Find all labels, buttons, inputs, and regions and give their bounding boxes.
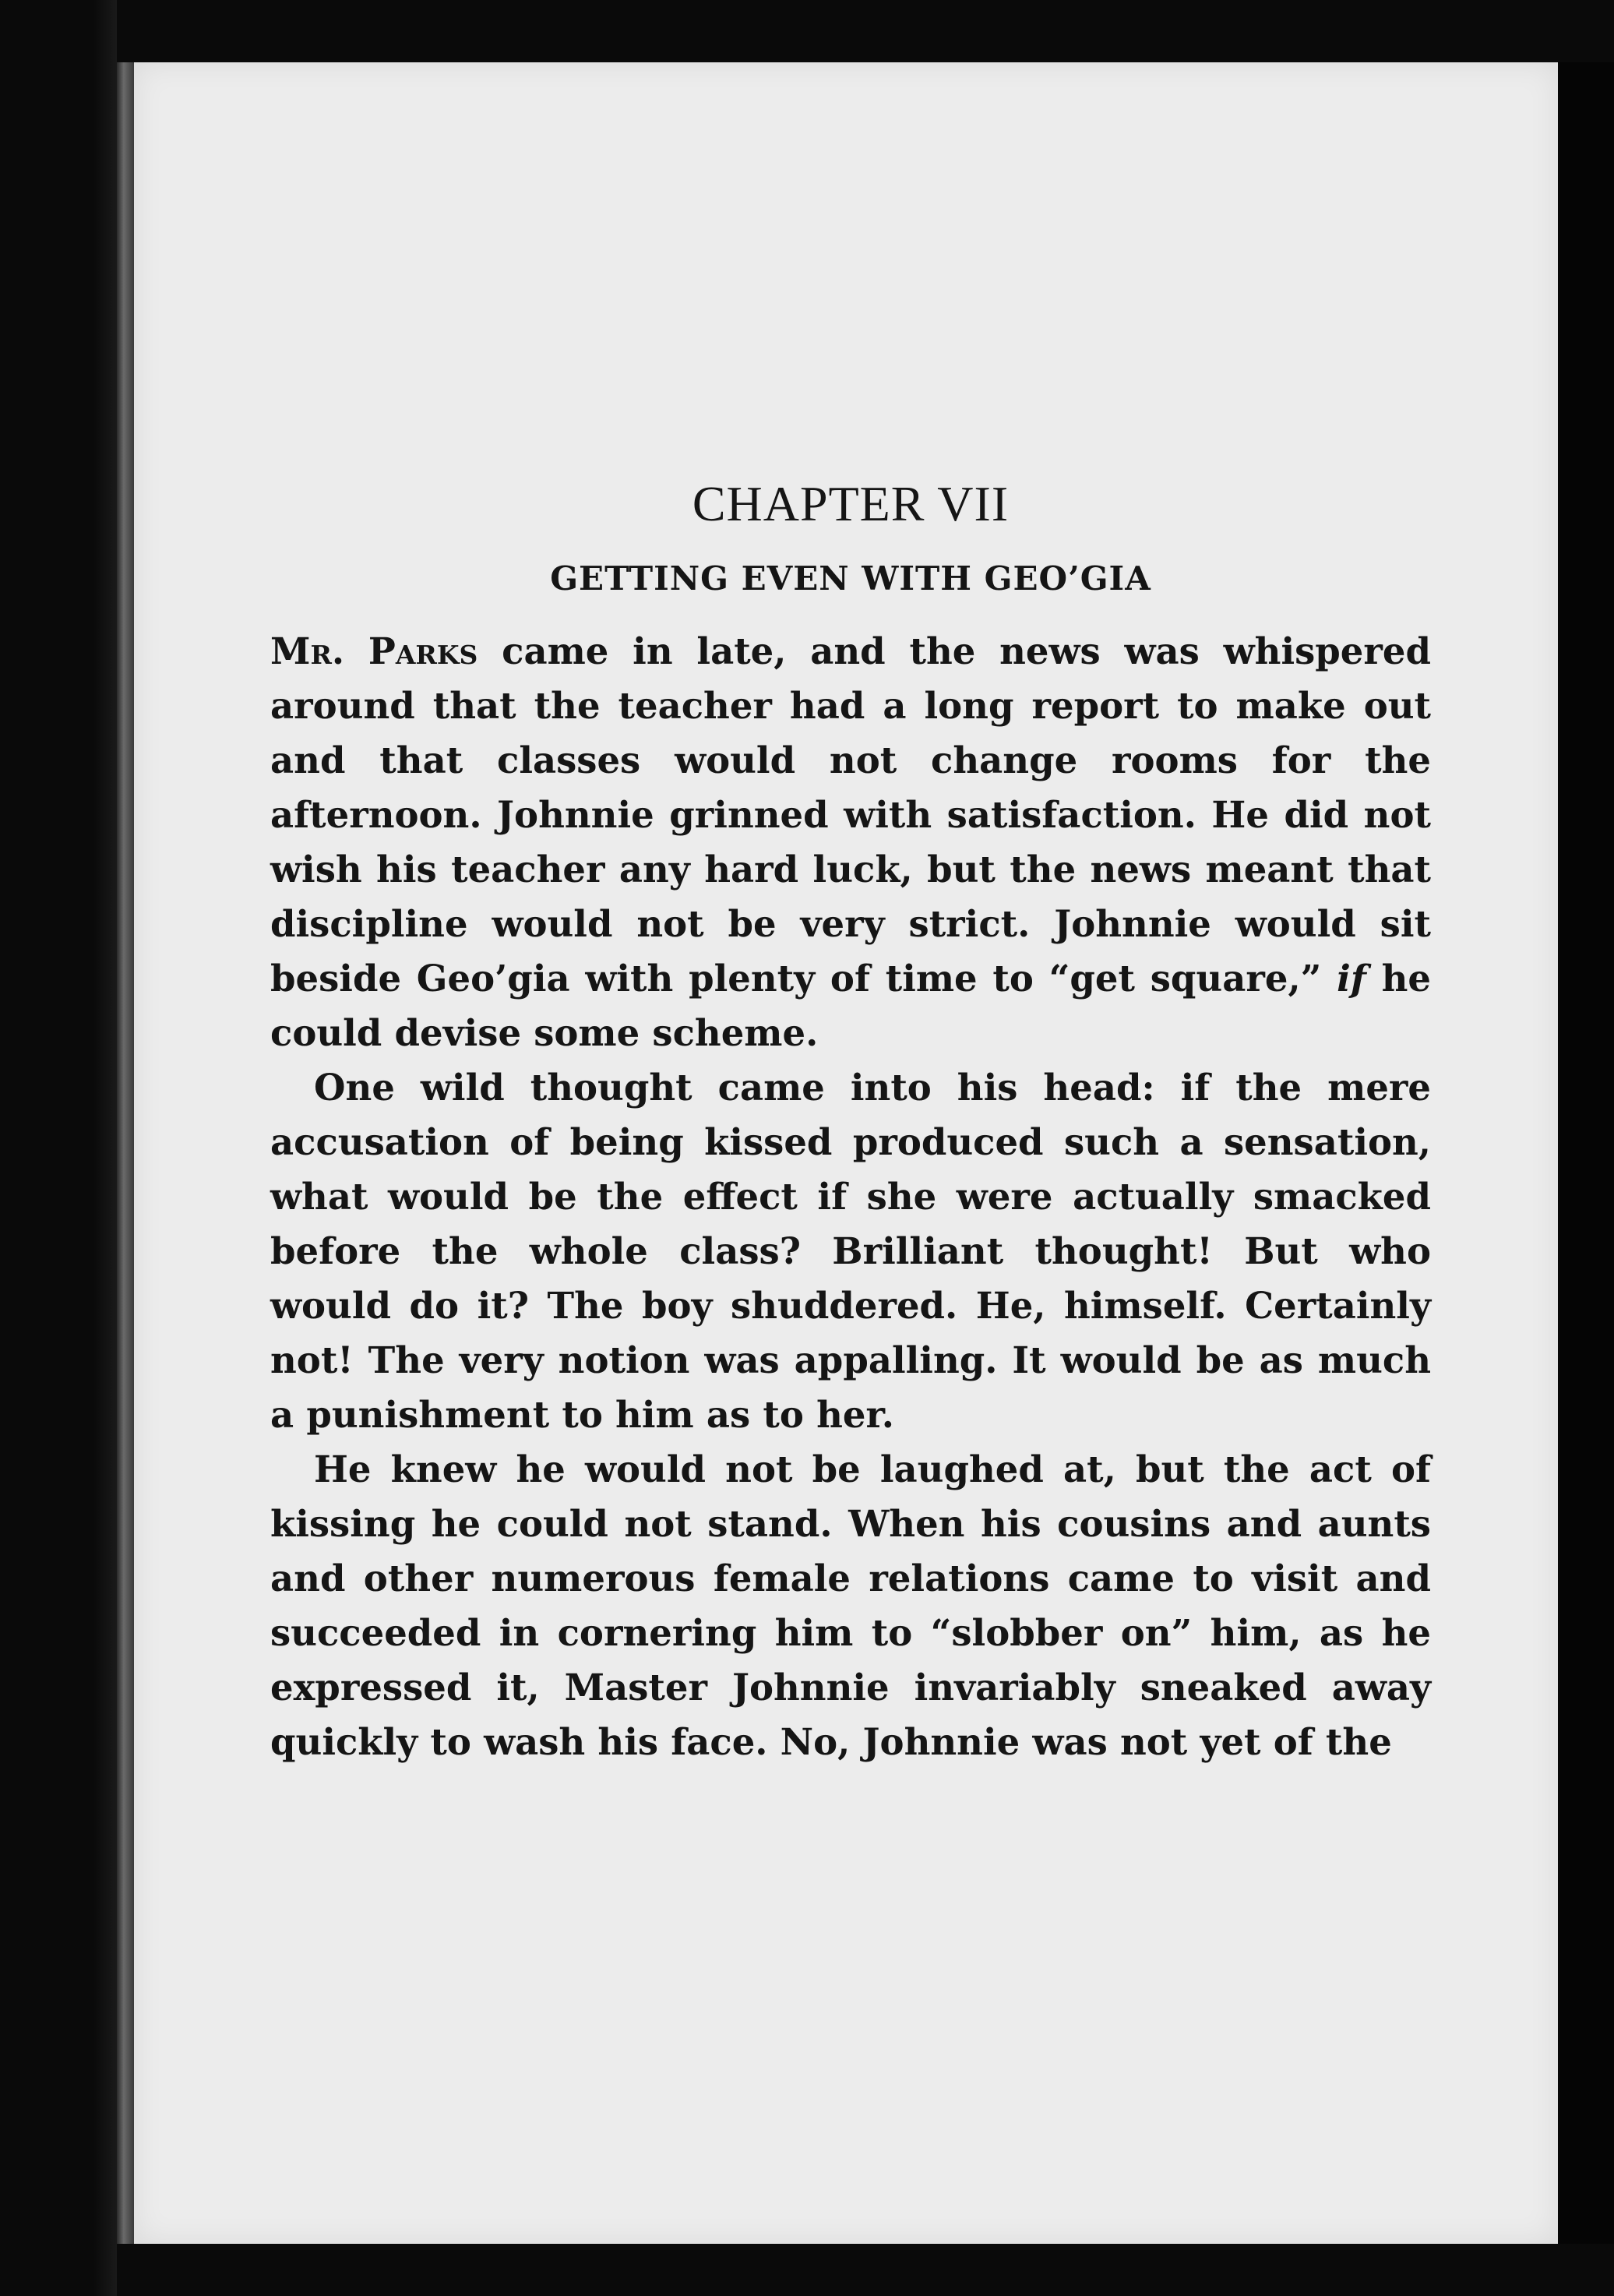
scan-left-margin [0, 0, 117, 2296]
book-gutter [117, 62, 134, 2244]
chapter-title: GETTING EVEN WITH GEO’GIA [550, 559, 1151, 598]
paragraph-body: came in late, and the news was whispered around that the teacher had a long report to make out and that classes would not change rooms for the afternoon. Johnnie grinned with satisfaction. He did not wish his teacher any hard luck, but the news meant that discipline would not be very strict. Johnnie would sit beside Geo’gia with plenty of time to “get square,” [270, 630, 1431, 1000]
paragraph-1 [270, 624, 1431, 1060]
paragraph-tail: he could devise some scheme. [270, 957, 1431, 1054]
paragraph-italic: if [1337, 957, 1366, 1000]
chapter-number: CHAPTER VII [692, 476, 1010, 531]
scan-right-margin [1558, 62, 1614, 2244]
page-text [270, 429, 1431, 1769]
paragraph-2: One wild thought came into his head: if the mere accusation of being kissed produced such a sensation, what would be the effect if she were actually smacked before the whole class? Brilliant thought! But who would do it? The boy shuddered. He, himself. Certainly not! The very notion was appalling. It would be as much a punishment to him as to her. [270, 1066, 1431, 1436]
book-page [134, 62, 1558, 2244]
paragraph-3: He knew he would not be laughed at, but the act of kissing he could not stand. When his cousins and aunts and other numerous female relations came to visit and succeeded in cornering him to “slobber on” him, as he expressed it, Master Johnnie invariably sneaked away quickly to wash his face. No, Johnnie was not yet of the [270, 1448, 1431, 1763]
paragraph-lead: Mr. Parks [270, 630, 478, 672]
